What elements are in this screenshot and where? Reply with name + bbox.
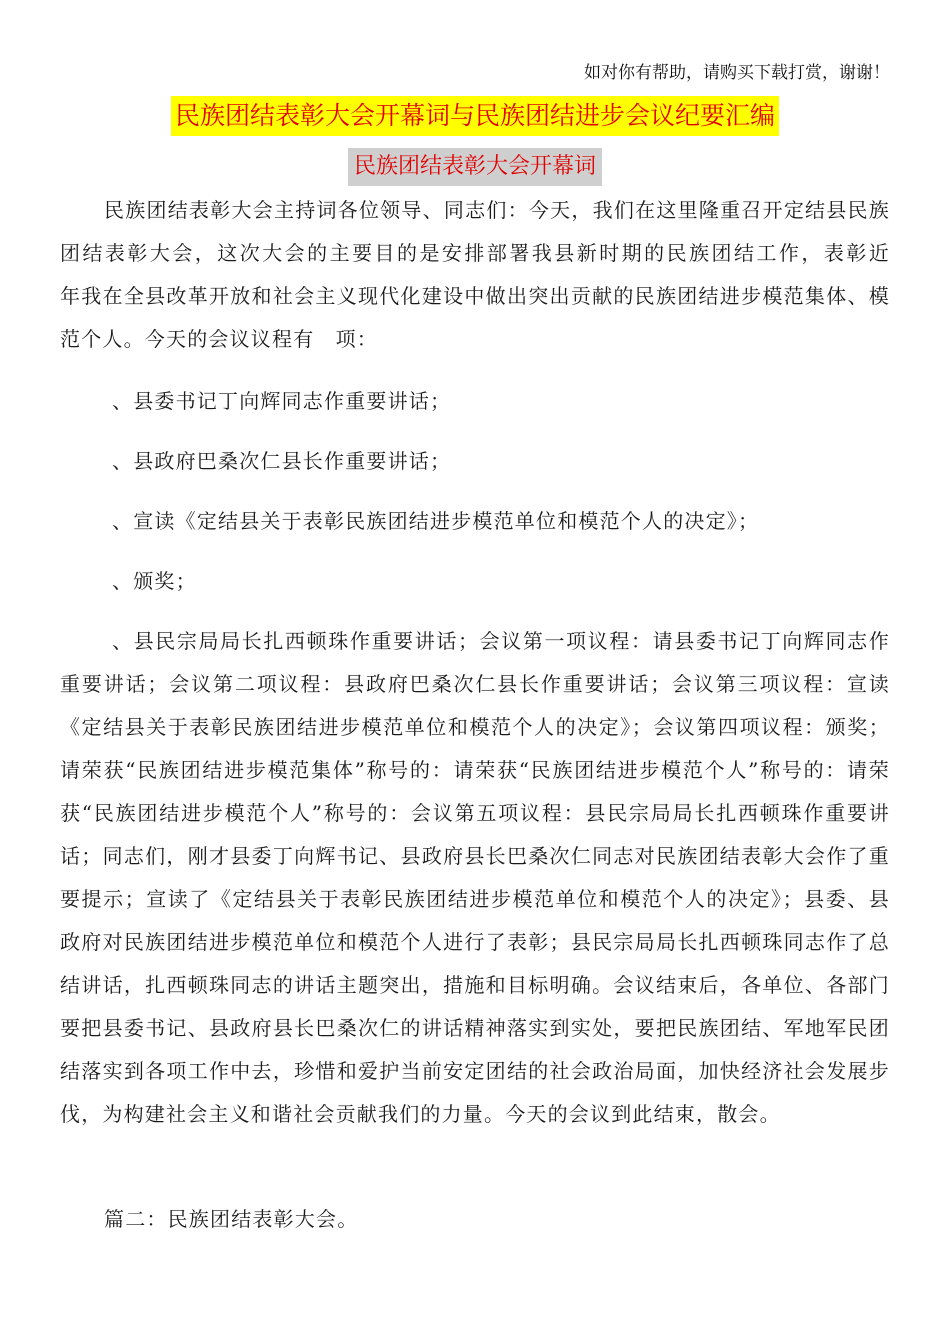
section-two-heading: 篇二：民族团结表彰大会。	[104, 1207, 359, 1231]
agenda-item: 、颁奖；	[112, 569, 197, 593]
section-title: 民族团结表彰大会开幕词	[348, 148, 602, 186]
body-paragraph: 、县民宗局局长扎西顿珠作重要讲话；会议第一项议程：请县委书记丁向辉同志作重要讲话；会议第二项议程：县政府巴桑次仁县长作重要讲话；会议第三项议程：宣读《定结县关于表彰民族团结进步模范单位和模范个人的决定》；会议第四项议程：颁奖；请荣获“民族团结进步模范集体”称号的：请荣获“民族团结进步模范个人”称号的：请荣获“民族团结进步模范个人”称号的：会议第五项议程：县民宗局局长扎西顿珠作重要讲话；同志们，刚才县委丁向辉书记、县政府县长巴桑次仁同志对民族团结表彰大会作了重要提示；宣读了《定结县关于表彰民族团结进步模范单位和模范个人的决定》；县委、县政府对民族团结进步模范单位和模范个人进行了表彰；县民宗局局长扎西顿珠同志作了总结讲话，扎西顿珠同志的讲话主题突出，措施和目标明确。会议结束后，各单位、各部门要把县委书记、县政府县长巴桑次仁的讲话精神落实到实处，要把民族团结、军地军民团结落实到各项工作中去，珍惜和爱护当前安定团结的社会政治局面，加快经济社会发展步伐，为构建社会主义和谐社会贡献我们的力量。今天的会议到此结束，散会。	[60, 629, 890, 1126]
document-title-row	[0, 96, 950, 136]
agenda-item: 、宣读《定结县关于表彰民族团结进步模范单位和模范个人的决定》；	[112, 509, 760, 533]
agenda-item: 、县委书记丁向辉同志作重要讲话；	[112, 389, 452, 413]
section-title-row	[0, 148, 950, 186]
download-note: 如对你有帮助，请购买下载打赏，谢谢！	[584, 63, 890, 83]
agenda-item: 、县政府巴桑次仁县长作重要讲话；	[112, 449, 452, 473]
intro-paragraph: 民族团结表彰大会主持词各位领导、同志们：今天，我们在这里隆重召开定结县民族团结表彰大会，这次大会的主要目的是安排部署我县新时期的民族团结工作，表彰近 年我在全县改革开放和社会主义现代化建设中做出突出贡献的民族团结进步模范集体、模范个人。今天的会议议程有 项：	[60, 198, 933, 351]
document-title: 民族团结表彰大会开幕词与民族团结进步会议纪要汇编	[171, 96, 779, 136]
